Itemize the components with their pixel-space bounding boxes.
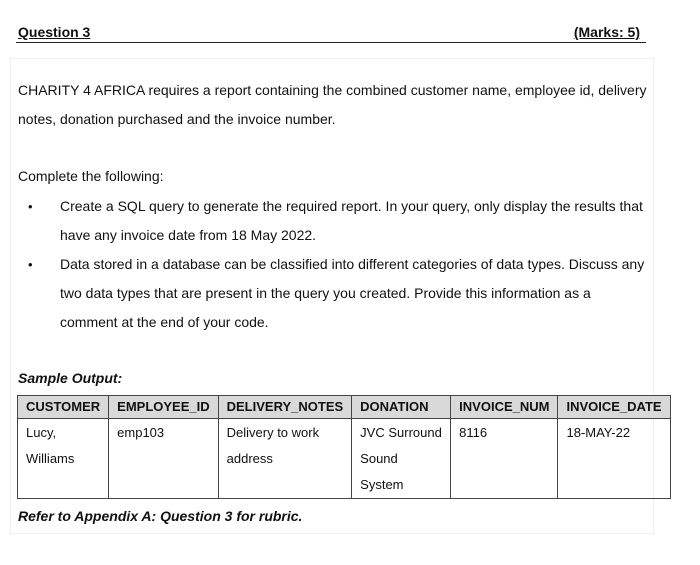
cell-donation: JVC Surround Sound System <box>352 419 451 499</box>
intro-paragraph: CHARITY 4 AFRICA requires a report containing the combined customer name, employee id, delivery notes, donation purchased and the invoice number. <box>18 82 647 127</box>
bullet-marker: • <box>28 257 33 272</box>
question-marks: (Marks: 5) <box>573 24 640 40</box>
cell-customer: Lucy, Williams <box>18 419 109 499</box>
bullet-item-sql-query: Create a SQL query to generate the required report. In your query, only display the results that have any invoice date from 18 May 2022. <box>60 198 643 243</box>
column-header-invoice-num: INVOICE_NUM <box>451 396 558 419</box>
question-title: Question 3 <box>18 24 91 40</box>
instructions-label: Complete the following: <box>18 168 164 184</box>
bullet-marker: • <box>28 199 33 214</box>
column-header-employee-id: EMPLOYEE_ID <box>109 396 218 419</box>
sample-output-title: Sample Output: <box>18 370 123 386</box>
cell-employee-id: emp103 <box>109 419 218 499</box>
column-header-delivery-notes: DELIVERY_NOTES <box>218 396 352 419</box>
table-header-row <box>18 396 671 419</box>
cell-delivery-notes: Delivery to work address <box>218 419 352 499</box>
column-header-invoice-date: INVOICE_DATE <box>558 396 670 419</box>
question-header <box>16 22 646 43</box>
column-header-customer: CUSTOMER <box>18 396 109 419</box>
cell-invoice-num: 8116 <box>451 419 558 499</box>
rubric-reference: Refer to Appendix A: Question 3 for rubric. <box>18 508 303 524</box>
bullet-item-data-types: Data stored in a database can be classified into different categories of data types. Discuss any two data types that are present in the query you created. Provide this information as a comment at the end of your code. <box>60 256 645 330</box>
column-header-donation: DONATION <box>352 396 451 419</box>
cell-invoice-date: 18-MAY-22 <box>558 419 670 499</box>
sample-output-table <box>17 395 671 499</box>
table-row <box>18 419 671 499</box>
